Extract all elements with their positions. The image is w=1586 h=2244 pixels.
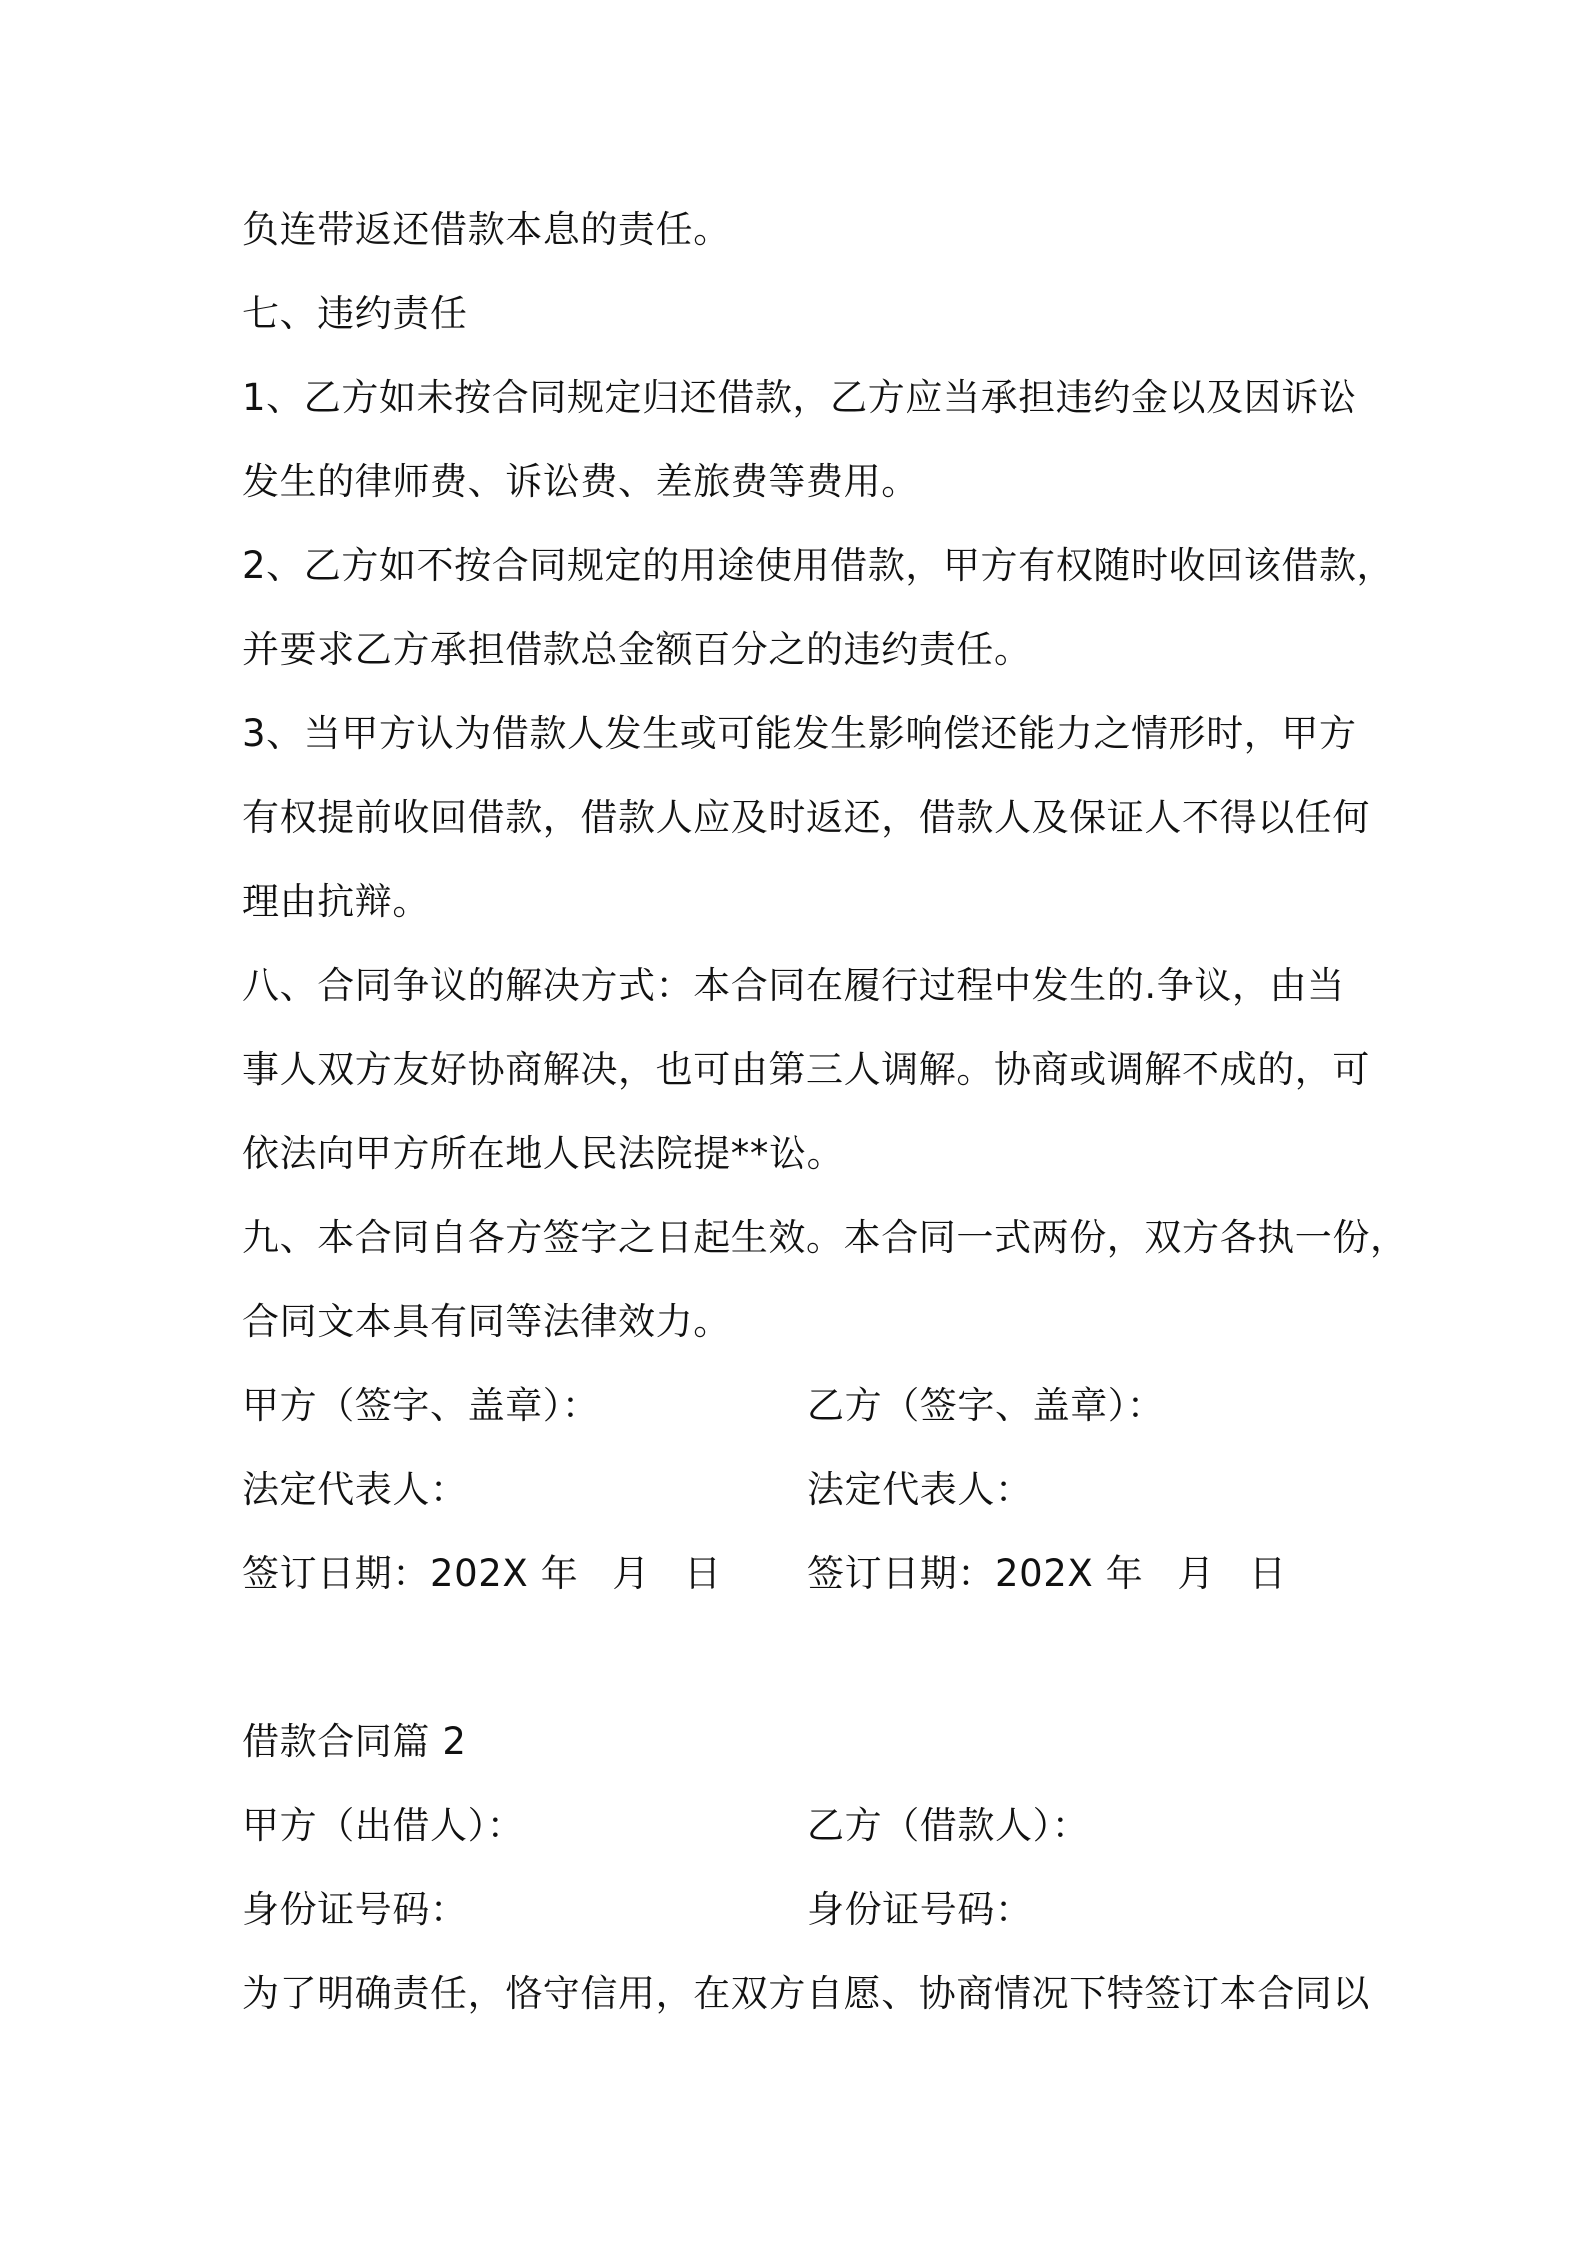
section-heading-effectiveness: 九、本合同自各方签字之日起生效。本合同一式两份，双方各执一份， (242, 1216, 1408, 1259)
date-day: 日 (683, 1552, 722, 1595)
date-label: 签订日期： (242, 1552, 430, 1595)
date-year: 202X 年 (995, 1552, 1144, 1595)
party-a-signature-label: 甲方（签字、盖章）： (242, 1384, 600, 1427)
text-line: 发生的律师费、诉讼费、差旅费等费用。 (242, 460, 919, 503)
borrower-id-number-label: 身份证号码： (807, 1888, 1033, 1931)
date-year: 202X 年 (430, 1552, 579, 1595)
party-a-signing-date (242, 1549, 722, 1599)
date-month: 月 (1177, 1552, 1215, 1595)
text-line: 依法向甲方所在地人民法院提**讼。 (242, 1132, 845, 1175)
text-line: 3、当甲方认为借款人发生或可能发生影响偿还能力之情形时，甲方 (242, 712, 1357, 755)
date-day: 日 (1248, 1552, 1287, 1595)
text-line: 2、乙方如不按合同规定的用途使用借款，甲方有权随时收回该借款， (242, 544, 1395, 587)
text-line: 负连带返还借款本息的责任。 (242, 208, 731, 251)
text-line: 并要求乙方承担借款总金额百分之的违约责任。 (242, 628, 1032, 671)
borrower-label: 乙方（借款人）： (807, 1804, 1090, 1847)
text-line: 合同文本具有同等法律效力。 (242, 1300, 731, 1343)
party-b-signature-label: 乙方（签字、盖章）： (807, 1384, 1165, 1427)
party-b-signing-date (807, 1549, 1287, 1599)
text-line: 1、乙方如未按合同规定归还借款，乙方应当承担违约金以及因诉讼 (242, 376, 1357, 419)
text-line: 事人双方友好协商解决，也可由第三人调解。协商或调解不成的，可 (242, 1048, 1370, 1091)
date-month: 月 (612, 1552, 650, 1595)
party-a-representative-label: 法定代表人： (242, 1468, 468, 1511)
text-line: 有权提前收回借款，借款人应及时返还，借款人及保证人不得以任何 (242, 796, 1370, 839)
text-line: 理由抗辩。 (242, 880, 430, 923)
lender-label: 甲方（出借人）： (242, 1804, 525, 1847)
party-b-representative-label: 法定代表人： (807, 1468, 1033, 1511)
contract-2-intro: 为了明确责任，恪守信用，在双方自愿、协商情况下特签订本合同以 (242, 1972, 1370, 2015)
section-heading-breach-liability: 七、违约责任 (242, 292, 468, 335)
date-label: 签订日期： (807, 1552, 995, 1595)
lender-id-number-label: 身份证号码： (242, 1888, 468, 1931)
section-heading-dispute-resolution: 八、合同争议的解决方式：本合同在履行过程中发生的.争议，由当 (242, 964, 1345, 1007)
contract-2-title: 借款合同篇 2 (242, 1720, 467, 1763)
